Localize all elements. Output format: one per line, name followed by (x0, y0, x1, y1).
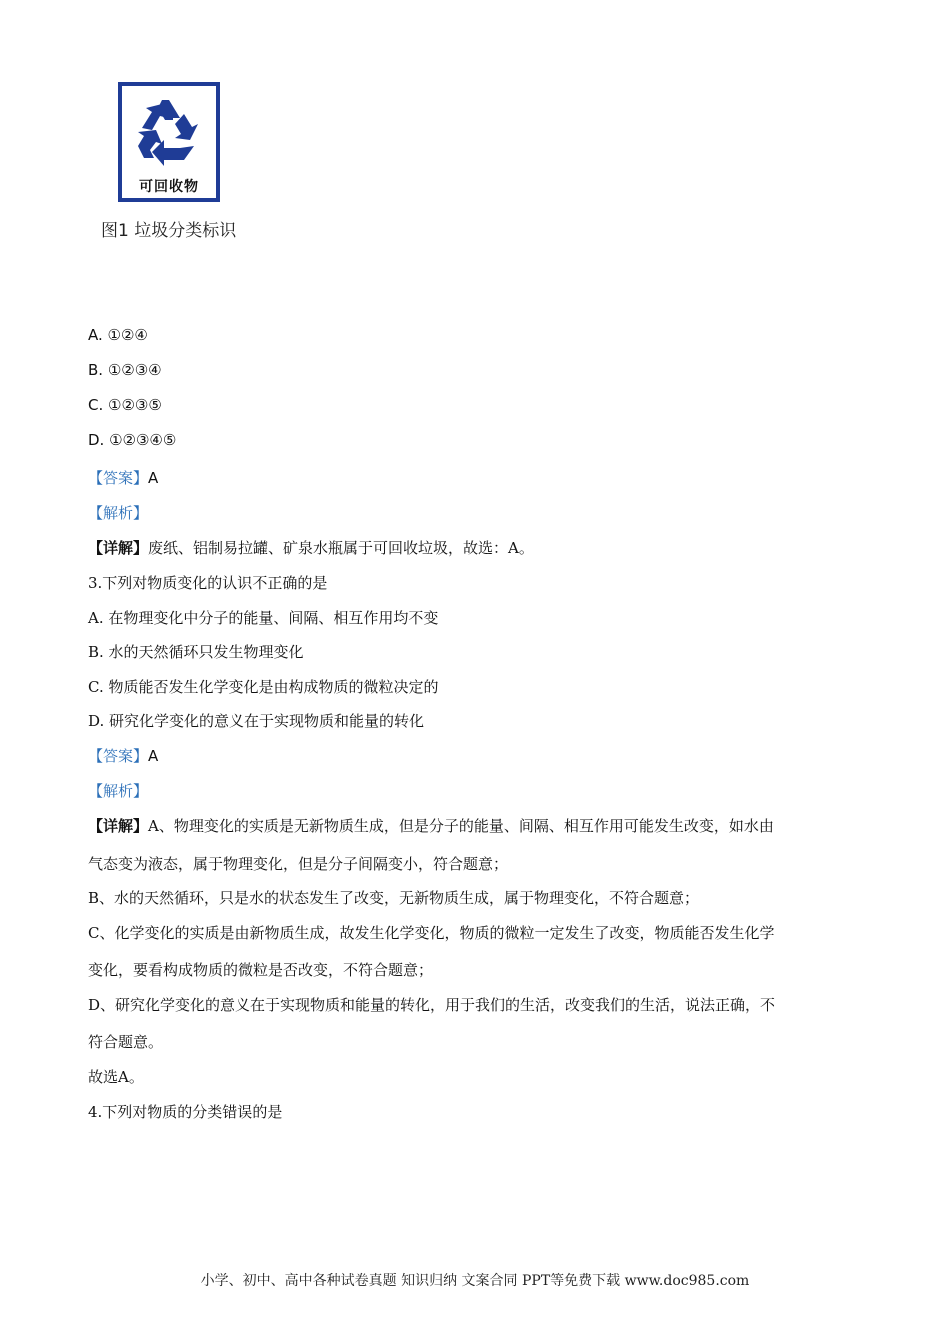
q3-analysis-tag: 【解析】 (88, 782, 149, 800)
detail-tag: 【详解】 (88, 817, 149, 835)
detail-text: 废纸、铝制易拉罐、矿泉水瓶属于可回收垃圾，故选：A。 (148, 539, 534, 557)
detail-text: A、物理变化的实质是无新物质生成，但是分子的能量、间隔、相互作用可能发生改变，如水由 (148, 817, 774, 835)
q3-detail-line: 气态变为液态，属于物理变化，但是分子间隔变小，符合题意； (88, 855, 509, 873)
answer-value: A (148, 747, 159, 765)
q3-detail-line: D、研究化学变化的意义在于实现物质和能量的转化，用于我们的生活，改变我们的生活，说法正确，不 (88, 996, 776, 1014)
q2-answer (88, 467, 158, 488)
recycle-logo (118, 82, 220, 202)
recycle-icon (132, 94, 206, 168)
q3-conclusion: 故选A。 (88, 1068, 144, 1086)
q3-detail-line: B、水的天然循环，只是水的状态发生了改变，无新物质生成，属于物理变化，不符合题意； (88, 889, 700, 907)
page-footer: 小学、初中、高中各种试卷真题 知识归纳 文案合同 PPT等免费下载 www.doc985.com (200, 1273, 750, 1289)
q2-option-b: B. ①②③④ (88, 361, 162, 379)
q2-option-a: A. ①②④ (88, 326, 148, 344)
q2-detail (88, 537, 534, 558)
q2-option-c: C. ①②③⑤ (88, 396, 162, 414)
logo-text: 可回收物 (139, 179, 199, 195)
q3-detail-line (88, 815, 774, 836)
figure-caption: 图1 垃圾分类标识 (101, 221, 237, 241)
q3-question: 3.下列对物质变化的认识不正确的是 (88, 574, 328, 592)
q3-answer (88, 745, 158, 766)
q2-option-d: D. ①②③④⑤ (88, 431, 177, 449)
answer-value: A (148, 469, 159, 487)
q2-analysis-tag: 【解析】 (88, 504, 149, 522)
q3-option-d: D. 研究化学变化的意义在于实现物质和能量的转化 (88, 712, 425, 730)
q3-detail-line: C、化学变化的实质是由新物质生成，故发生化学变化，物质的微粒一定发生了改变，物质能否发生化学 (88, 924, 775, 942)
q3-detail-line: 符合题意。 (88, 1033, 164, 1051)
q3-option-c: C. 物质能否发生化学变化是由构成物质的微粒决定的 (88, 678, 439, 696)
q4-question: 4.下列对物质的分类错误的是 (88, 1103, 283, 1121)
answer-tag: 【答案】 (88, 469, 149, 487)
detail-tag: 【详解】 (88, 539, 149, 557)
q3-detail-line: 变化，要看构成物质的微粒是否改变，不符合题意； (88, 961, 434, 979)
answer-tag: 【答案】 (88, 747, 149, 765)
q3-option-a: A. 在物理变化中分子的能量、间隔、相互作用均不变 (88, 609, 439, 627)
q3-option-b: B. 水的天然循环只发生物理变化 (88, 643, 304, 661)
